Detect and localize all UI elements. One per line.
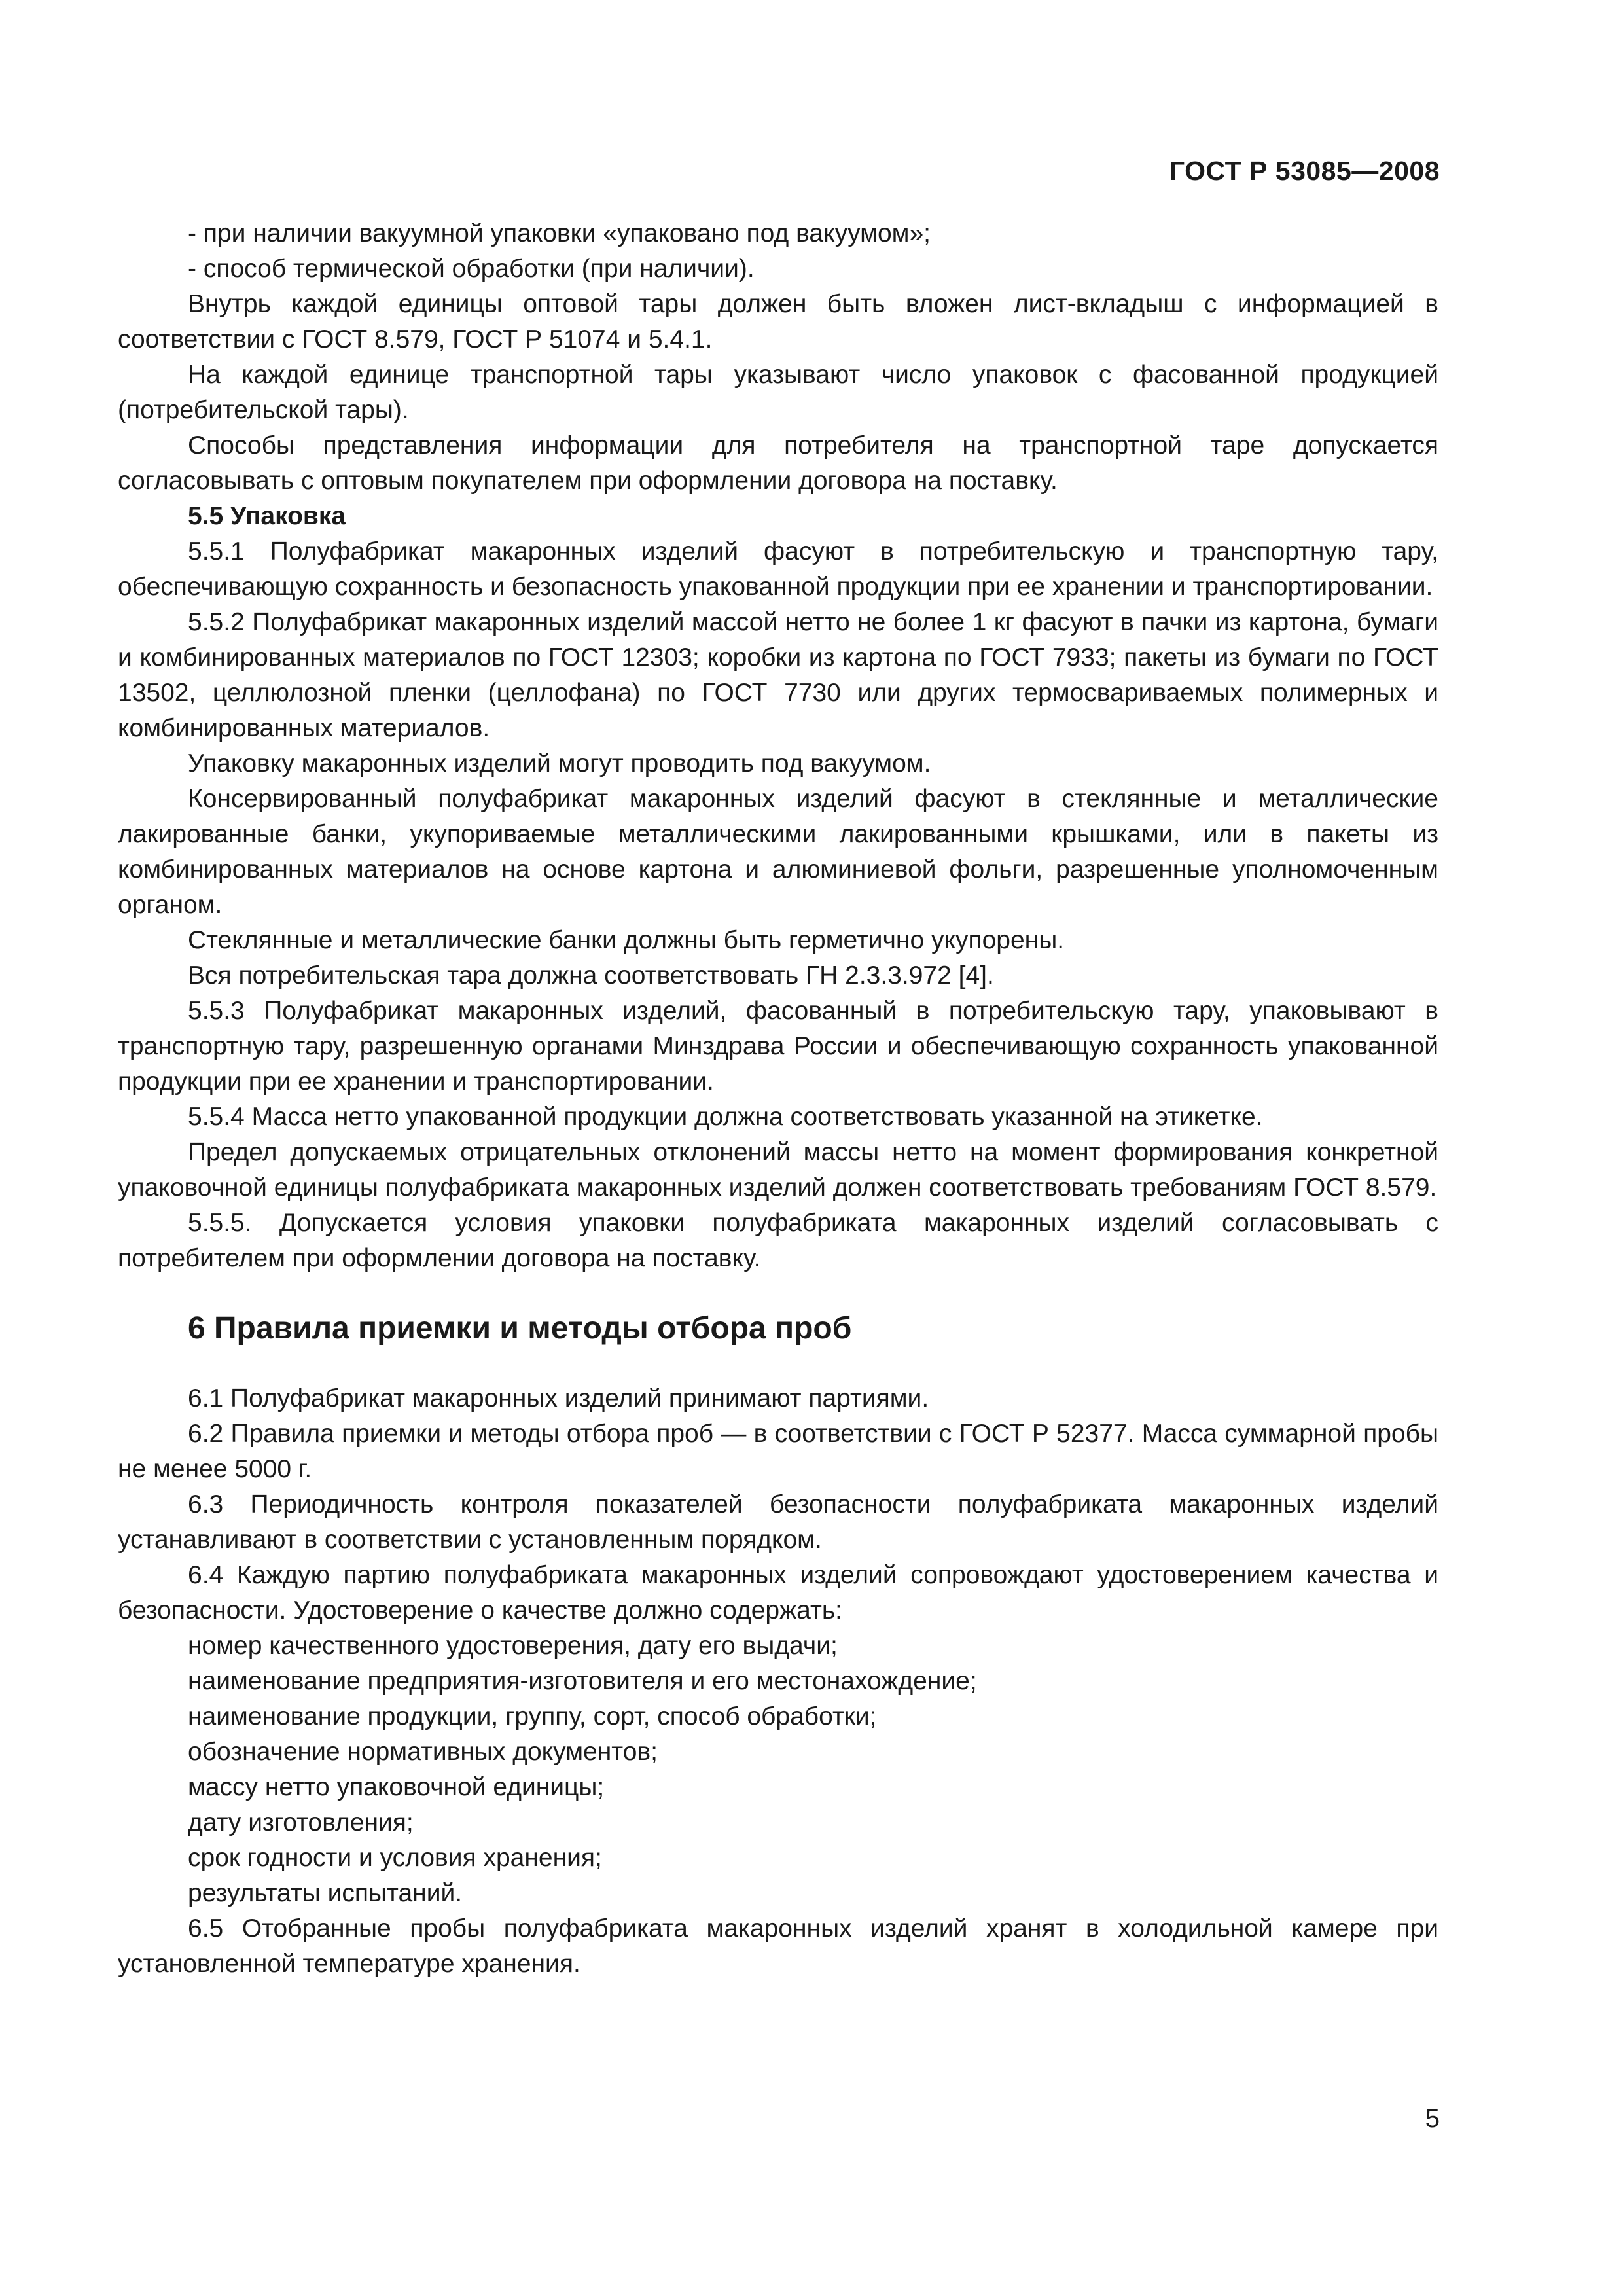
list-item: срок годности и условия хранения; [188, 1844, 602, 1872]
clause-5-5-3: 5.5.3 Полуфабрикат макаронных изделий, фасованный в потребительскую тару, упаковывают в транспортную тару, разрешенную органами Минздрава России и обеспечивающую сохранность упакованной продукции при ее хранении и транспортировании. [118, 997, 1438, 1096]
paragraph: На каждой единице транспортной тары указывают число упаковок с фасованной продукцией (потребительской тары). [118, 361, 1438, 424]
page-number: 5 [1425, 2104, 1440, 2133]
clause-6-4: 6.4 Каждую партию полуфабриката макаронных изделий сопровождают удостоверением качества и безопасности. Удостоверение о качестве должно содержать: [118, 1561, 1438, 1624]
clause-6-3: 6.3 Периодичность контроля показателей безопасности полуфабриката макаронных изделий устанавливают в соответствии с установленным порядком. [118, 1490, 1438, 1554]
paragraph: Способы представления информации для потребителя на транспортной таре допускается согласовывать с оптовым покупателем при оформлении договора на поставку. [118, 431, 1438, 495]
paragraph: - способ термической обработки (при наличии). [188, 255, 755, 283]
clause-6-5: 6.5 Отобранные пробы полуфабриката макаронных изделий хранят в холодильной камере при установленной температуре хранения. [118, 1914, 1438, 1978]
subsection-heading-5-5: 5.5 Упаковка [188, 502, 346, 530]
list-item: дату изготовления; [188, 1808, 414, 1837]
paragraph: Упаковку макаронных изделий могут проводить под вакуумом. [188, 749, 931, 778]
clause-6-1: 6.1 Полуфабрикат макаронных изделий принимают партиями. [188, 1384, 929, 1412]
paragraph: Стеклянные и металлические банки должны быть герметично укупорены. [188, 926, 1065, 954]
paragraph: Вся потребительская тара должна соответствовать ГН 2.3.3.972 [4]. [188, 961, 994, 990]
clause-5-5-1: 5.5.1 Полуфабрикат макаронных изделий фасуют в потребительскую и транспортную тару, обеспечивающую сохранность и безопасность упакованной продукции при ее хранении и транспортировании. [118, 537, 1438, 601]
section-heading-6: 6 Правила приемки и методы отбора проб [188, 1311, 852, 1346]
clause-5-5-5: 5.5.5. Допускается условия упаковки полуфабриката макаронных изделий согласовывать с потребителем при оформлении договора на поставку. [118, 1209, 1438, 1272]
clause-5-5-2: 5.5.2 Полуфабрикат макаронных изделий массой нетто не более 1 кг фасуют в пачки из картона, бумаги и комбинированных материалов по ГОСТ 12303; коробки из картона по ГОСТ 7933; пакеты из бумаги по ГОСТ 13502, целлюлозной пленки (целлофана) по ГОСТ 7730 или других термосвариваемых полимерных и комбинированных материалов. [118, 608, 1438, 742]
document-body [118, 216, 1438, 1982]
list-item: обозначение нормативных документов; [188, 1738, 658, 1766]
list-item: наименование предприятия-изготовителя и его местонахождение; [188, 1667, 977, 1695]
certificate-contents-list [118, 1628, 1438, 1911]
clause-5-5-4: 5.5.4 Масса нетто упакованной продукции должна соответствовать указанной на этикетке. [188, 1103, 1263, 1131]
paragraph: Предел допускаемых отрицательных отклонений массы нетто на момент формирования конкретной упаковочной единицы полуфабриката макаронных изделий должен соответствовать требованиям ГОСТ 8.579. [118, 1138, 1438, 1202]
list-item: результаты испытаний. [188, 1879, 463, 1907]
paragraph: Внутрь каждой единицы оптовой тары должен быть вложен лист-вкладыш с информацией в соответствии с ГОСТ 8.579, ГОСТ Р 51074 и 5.4.1. [118, 290, 1438, 353]
paragraph: - при наличии вакуумной упаковки «упаковано под вакуумом»; [188, 219, 931, 247]
clause-6-2: 6.2 Правила приемки и методы отбора проб — в соответствии с ГОСТ Р 52377. Масса суммарной пробы не менее 5000 г. [118, 1420, 1438, 1483]
list-item: наименование продукции, группу, сорт, способ обработки; [188, 1702, 877, 1731]
list-item: номер качественного удостоверения, дату его выдачи; [188, 1632, 838, 1660]
list-item: массу нетто упаковочной единицы; [188, 1773, 605, 1801]
paragraph: Консервированный полуфабрикат макаронных изделий фасуют в стеклянные и металлические лакированные банки, укупориваемые металлическими лакированными крышками, или в пакеты из комбинированных материалов на основе картона и алюминиевой фольги, разрешенные уполномоченным органом. [118, 785, 1438, 919]
document-code-header: ГОСТ Р 53085—2008 [1169, 156, 1440, 186]
